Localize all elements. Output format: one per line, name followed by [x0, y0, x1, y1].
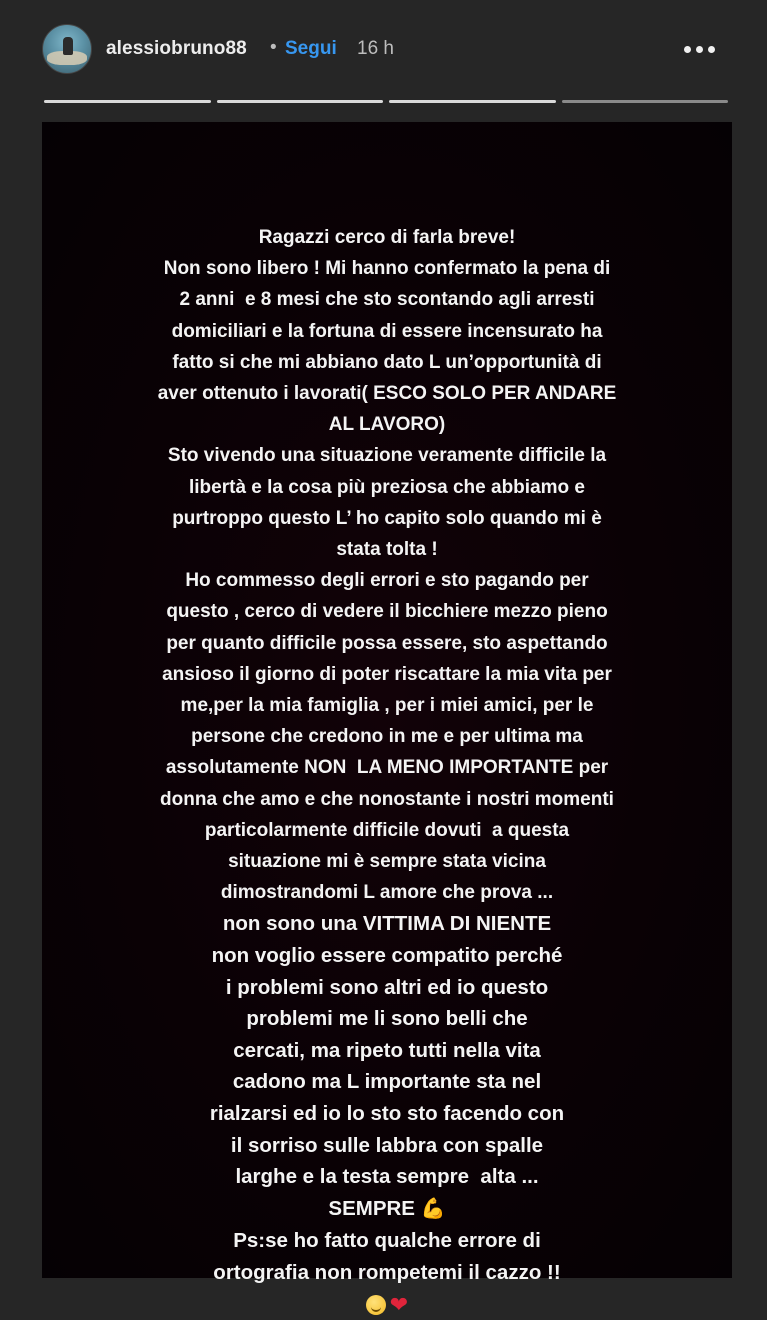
story-line: il sorriso sulle labbra con spalle [230, 1133, 544, 1157]
story-line: ansioso il giorno di poter riscattare la mia vita per [162, 663, 612, 685]
story-line: purtroppo questo L’ ho capito solo quando mi è [172, 507, 602, 529]
story-line: cercati, ma ripeto tutti nella vita [233, 1038, 541, 1062]
sempre-text: SEMPRE [328, 1196, 415, 1220]
progress-segment [562, 100, 729, 103]
follow-button[interactable]: Segui [285, 38, 337, 59]
progress-segment-current [389, 100, 556, 103]
story-header [0, 0, 767, 100]
story-line: Non sono libero ! Mi hanno confermato la pena di [163, 258, 611, 280]
story-line: fatto si che mi abbiano dato L un’opportunità di [172, 351, 602, 373]
separator-dot: • [270, 37, 277, 58]
grinning-face-icon [366, 1295, 386, 1315]
story-line: non sono una VITTIMA DI NIENTE [222, 912, 552, 936]
story-line: problemi me li sono belli che [246, 1007, 528, 1031]
story-line: ortografia non rompetemi il cazzo !! [213, 1261, 561, 1284]
story-line: AL LAVORO) [328, 414, 446, 436]
story-line: larghe e la testa sempre alta ... [235, 1165, 539, 1189]
flexed-biceps-icon: 💪 [420, 1197, 446, 1220]
story-line: cadono ma L importante sta nel [232, 1070, 542, 1094]
story-line: libertà e la cosa più preziosa che abbiamo e [189, 476, 585, 498]
story-line: Sto vivendo una situazione veramente difficile la [167, 445, 607, 467]
story-line: aver ottenuto i lavorati( ESCO SOLO PER ANDARE [157, 383, 617, 405]
more-horizontal-icon[interactable] [682, 44, 718, 56]
story-line: assolutamente NON LA MENO IMPORTANTE per [165, 757, 609, 779]
progress-segment [217, 100, 384, 103]
avatar-figure [63, 37, 73, 55]
story-line: non voglio essere compatito perché [211, 944, 563, 968]
story-line-sempre [42, 1193, 732, 1226]
story-line: stata tolta ! [336, 539, 438, 561]
story-emoji-row [42, 1289, 732, 1320]
username[interactable]: alessiobruno88 [106, 38, 247, 59]
story-line: 2 anni e 8 mesi che sto scontando agli arresti [179, 289, 595, 311]
story-line: persone che credono in me e per ultima ma [191, 726, 583, 748]
story-line: particolarmente difficile dovuti a questa [204, 819, 570, 841]
story-line: me,per la mia famiglia , per i miei amici, per le [180, 695, 594, 717]
story-line: Ho commesso degli errori e sto pagando per [185, 570, 589, 592]
story-line: donna che amo e che nonostante i nostri momenti [160, 788, 614, 810]
heart-icon: ❤ [389, 1291, 409, 1317]
story-line: domiciliari e la fortuna di essere incensurato ha [171, 320, 603, 342]
story-line: per quanto difficile possa essere, sto aspettando [166, 632, 608, 654]
story-progress-bar [44, 100, 728, 103]
story-line: dimostrandomi L amore che prova ... [220, 882, 554, 904]
story-line: Ps:se ho fatto qualche errore di [233, 1229, 541, 1253]
story-line: rialzarsi ed io lo sto sto facendo con [209, 1102, 565, 1126]
story-content[interactable] [42, 122, 732, 1317]
story-line: i problemi sono altri ed io questo [225, 975, 549, 999]
story-line: situazione mi è sempre stata vicina [228, 851, 546, 873]
story-line: Ragazzi cerco di farla breve! [258, 227, 516, 248]
story-line: questo , cerco di vedere il bicchiere mezzo pieno [166, 601, 608, 623]
story-text [42, 222, 732, 1320]
timestamp: 16 h [357, 38, 394, 59]
progress-segment [44, 100, 211, 103]
avatar[interactable] [42, 24, 92, 74]
